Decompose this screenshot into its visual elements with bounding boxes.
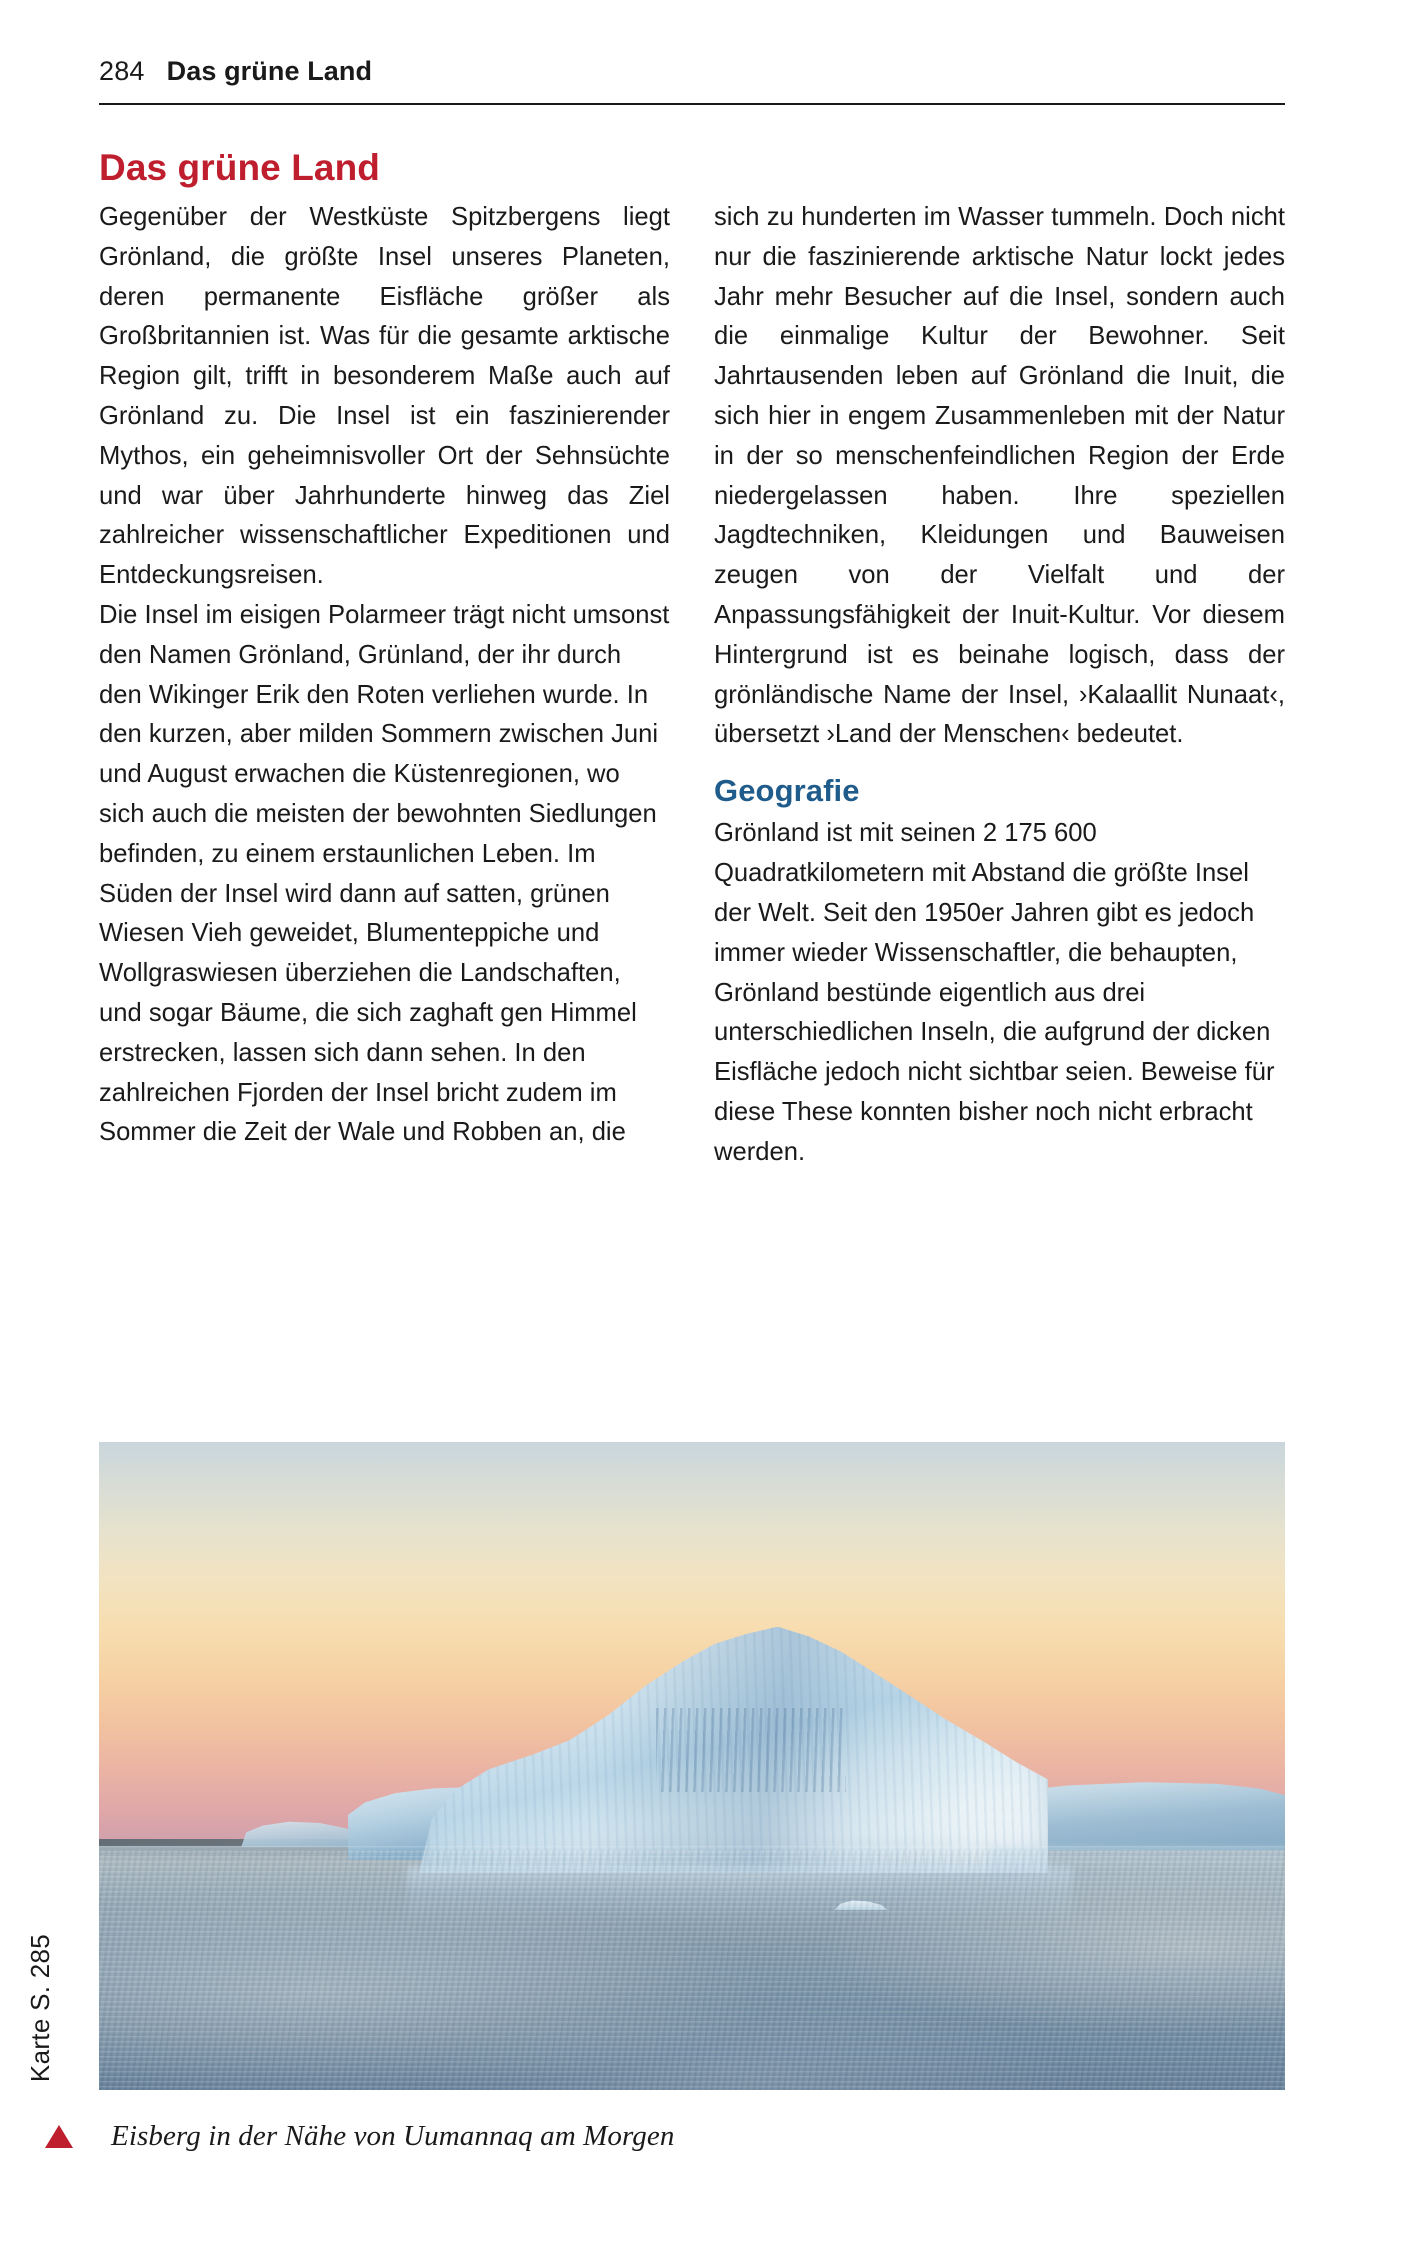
section-heading-geografie: Geografie [714,773,860,809]
chapter-title: Das grüne Land [99,146,380,188]
paragraph: Die Insel im eisigen Polarmeer trägt nicht umsonst den Namen Grönland, Grünland, der ihr durch den Wikinger Erik den Roten verliehen wurde. In den kurzen, aber milden Sommern zwischen Juni und August erwachen die Küstenregionen, wo sich auch die meisten der bewohnten Siedlungen befinden, zu einem erstaunlichen Leben. Im Süden der Insel wird dann auf satten, grünen Wiesen Vieh geweidet, Blumenteppiche und Wollgraswiesen überziehen die Landschaften, und sogar Bäume, die sich zaghaft gen Himmel erstrecken, lassen sich dann sehen. In den zahlreichen Fjorden der Insel bricht zudem im Sommer die Zeit der Wale und Robben an, die [99,600,670,1147]
triangle-up-icon [45,2125,73,2148]
margin-map-reference [18,1888,62,2128]
paragraph: Gegenüber der Westküste Spitzbergens liegt Grönland, die größte Insel unseres Planeten, deren permanente Eisfläche größer als Großbritannien ist. Was für die gesamte arktische Region gilt, trifft in besonderem Maße auch auf Grönland zu. Die Insel ist ein faszinierender Mythos, ein geheimnisvoller Ort der Sehnsüchte und war über Jahrhunderte hinweg das Ziel zahlreicher wissenschaftlicher Expeditionen und Entdeckungsreisen. [99,203,670,590]
paragraph-continuation: sich zu hunderten im Wasser tummeln. Doch nicht nur die faszinierende arktische Natur lockt jedes Jahr mehr Besucher auf die Insel, sondern auch die einmalige Kultur der Bewohner. Seit Jahrtausenden leben auf Grönland die Inuit, die sich hier in engem Zusammenleben mit der Natur in der so menschenfeindlichen Region der Erde niedergelassen haben. Ihre speziellen Jagdtechniken, Kleidungen und Bauweisen zeugen von der Vielfalt und der Anpassungsfähigkeit der Inuit-Kultur. Vor diesem Hintergrund ist es beinahe logisch, dass der grönländische Name der Insel, ›Kalaallit Nunaat‹, übersetzt ›Land der Menschen‹ bedeutet. [714,203,1285,749]
photo-iceberg-sunrise [99,1442,1285,2090]
photo-iceberg-crevasse [656,1708,846,1792]
body-columns [99,198,1285,1413]
column-left [99,198,670,1413]
running-head [99,58,1284,98]
running-head-title: Das grüne Land [166,56,373,86]
column-right [714,198,1285,1413]
figure-photo-iceberg [99,1442,1285,2090]
figure-caption-text: Eisberg in der Nähe von Uumannaq am Morgen [111,2120,675,2152]
page-number: 284 [99,56,145,86]
margin-map-reference-text: Karte S. 285 [25,1933,55,2083]
header-divider [99,103,1285,105]
photo-sea-ripples [99,1850,1285,2090]
figure-caption-row [45,2118,1285,2154]
paragraph: Grönland ist mit seinen 2 175 600 Quadratkilometern mit Abstand die größte Insel der Welt. Seit den 1950er Jahren gibt es jedoch immer wieder Wissenschaftler, die behaupten, Grönland bestünde eigentlich aus drei unterschiedlichen Inseln, die aufgrund der dicken Eisfläche jedoch nicht sichtbar seien. Beweise für diese These konnten bisher noch nicht erbracht werden. [714,819,1275,1166]
